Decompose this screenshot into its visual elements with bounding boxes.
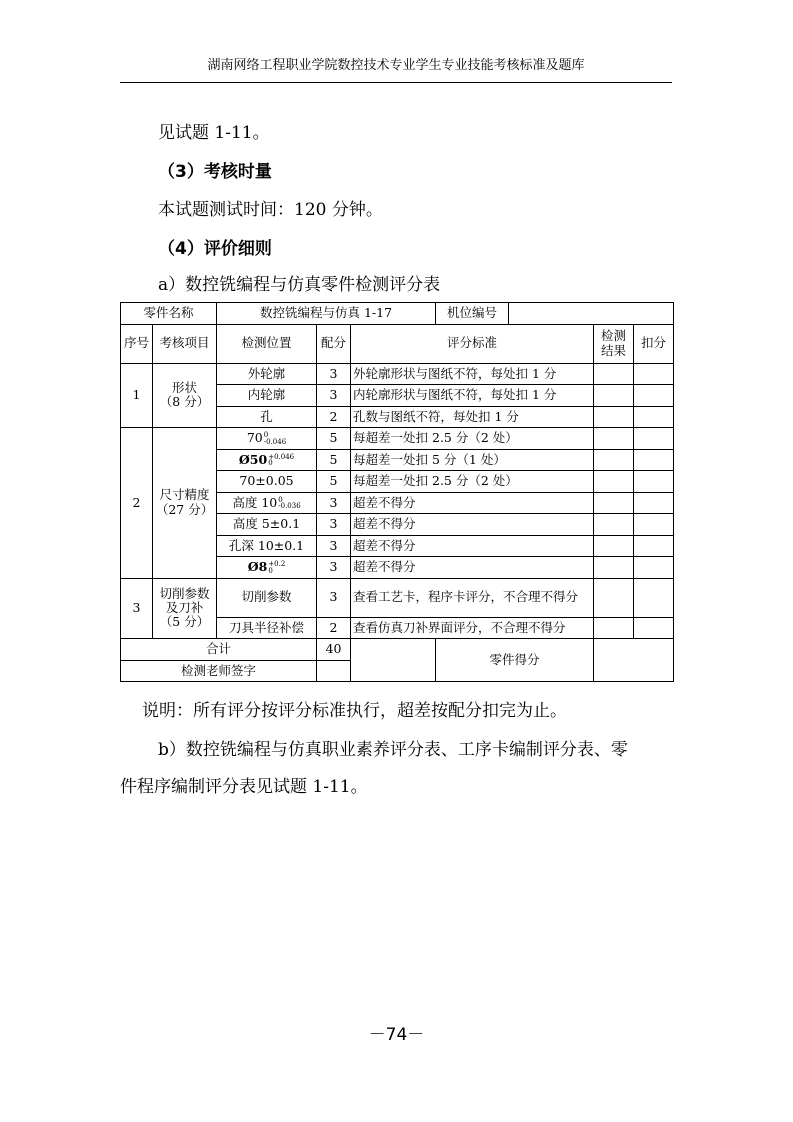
- tolerance-upper: 0: [263, 431, 269, 440]
- group-item-line2: （27 分）: [155, 501, 214, 517]
- group-item-line2: 及刀补: [165, 600, 204, 616]
- row-deduct: [634, 363, 674, 385]
- row-deduct: [634, 428, 674, 450]
- row-position: 70±0.05: [217, 471, 317, 493]
- section-heading-criteria: （4）评价细则: [158, 239, 272, 259]
- header-result-line1: 检测: [601, 328, 627, 344]
- tolerance-lower: 0: [268, 459, 273, 468]
- tolerance-upper: +0.046: [268, 452, 295, 461]
- row-points: 3: [317, 578, 351, 617]
- row-criteria: 超差不得分: [351, 557, 594, 579]
- position-nominal: Ø8: [247, 559, 268, 575]
- tolerance: [268, 454, 294, 467]
- row-criteria: 内轮廓形状与图纸不符，每处扣 1 分: [351, 385, 594, 407]
- row-result: [594, 428, 634, 450]
- page-number: －74－: [368, 1025, 425, 1045]
- table-caption: a）数控铣编程与仿真零件检测评分表: [158, 275, 441, 295]
- row-points: 3: [317, 514, 351, 536]
- row-position: [217, 449, 317, 471]
- header-result: [594, 324, 634, 363]
- row-position: 切削参数: [217, 578, 317, 617]
- total-label: 合计: [121, 639, 317, 661]
- total-blank: [351, 639, 436, 682]
- group-item-line2: （8 分）: [159, 394, 210, 410]
- tolerance-lower: -0.046: [263, 437, 287, 446]
- row-criteria: 超差不得分: [351, 514, 594, 536]
- row-criteria: 外轮廓形状与图纸不符，每处扣 1 分: [351, 363, 594, 385]
- teacher-sign-label: 检测老师签字: [121, 660, 317, 682]
- teacher-sign-value: [317, 660, 351, 682]
- row-points: 2: [317, 617, 351, 639]
- row-result: [594, 449, 634, 471]
- machine-no-value: [509, 303, 674, 325]
- header-points: 配分: [317, 324, 351, 363]
- group-item-line1: 形状: [172, 379, 198, 395]
- section-heading-duration: （3）考核时量: [158, 162, 272, 182]
- page-header: 湖南网络工程职业学院数控技术专业学生专业技能考核标准及题库: [207, 58, 585, 73]
- header-seq: 序号: [121, 324, 153, 363]
- row-points: 5: [317, 471, 351, 493]
- row-criteria: 孔数与图纸不符，每处扣 1 分: [351, 406, 594, 428]
- group-item: [153, 363, 217, 428]
- table-row-total: [121, 639, 674, 661]
- tolerance-upper: +0.2: [268, 560, 286, 569]
- row-result: [594, 471, 634, 493]
- row-criteria: 每超差一处扣 2.5 分（2 处）: [351, 428, 594, 450]
- paragraph-ref: 见试题 1-11。: [158, 123, 270, 143]
- tolerance: [278, 497, 300, 510]
- row-points: 3: [317, 535, 351, 557]
- group-item: [153, 428, 217, 579]
- part-score-label: 零件得分: [436, 639, 594, 682]
- row-points: 3: [317, 363, 351, 385]
- group-seq: 3: [121, 578, 153, 639]
- row-points: 2: [317, 406, 351, 428]
- header-item: 考核项目: [153, 324, 217, 363]
- tolerance-upper: 0: [278, 495, 283, 504]
- group-seq: 1: [121, 363, 153, 428]
- row-points: 3: [317, 385, 351, 407]
- row-result: [594, 363, 634, 385]
- part-name-label: 零件名称: [121, 303, 217, 325]
- row-result: [594, 557, 634, 579]
- tolerance-lower: 0: [268, 566, 273, 575]
- table-row: [121, 578, 674, 617]
- row-position: 内轮廓: [217, 385, 317, 407]
- row-result: [594, 514, 634, 536]
- position-nominal: 高度 10: [232, 494, 278, 510]
- row-position: 高度 5±0.1: [217, 514, 317, 536]
- row-position: [217, 428, 317, 450]
- tolerance-lower: -0.036: [278, 502, 301, 511]
- row-points: 3: [317, 557, 351, 579]
- group-item-line1: 切削参数: [159, 585, 210, 601]
- row-position: 孔深 10±0.1: [217, 535, 317, 557]
- row-criteria: 查看仿真刀补界面评分，不合理不得分: [351, 617, 594, 639]
- row-deduct: [634, 617, 674, 639]
- tolerance: [268, 561, 285, 574]
- row-position: 孔: [217, 406, 317, 428]
- table-header-row: [121, 324, 674, 363]
- position-nominal: Ø50: [238, 451, 268, 467]
- group-item: [153, 578, 217, 639]
- header-divider: [120, 82, 672, 83]
- row-deduct: [634, 578, 674, 617]
- note-paragraph: 说明：所有评分按评分标准执行，超差按配分扣完为止。: [142, 701, 567, 721]
- row-result: [594, 535, 634, 557]
- row-criteria: 超差不得分: [351, 492, 594, 514]
- row-position: 外轮廓: [217, 363, 317, 385]
- row-result: [594, 492, 634, 514]
- row-deduct: [634, 471, 674, 493]
- row-position: [217, 492, 317, 514]
- table-row: [121, 363, 674, 385]
- table-row: [121, 428, 674, 450]
- row-position: 刀具半径补偿: [217, 617, 317, 639]
- row-result: [594, 578, 634, 617]
- row-points: 5: [317, 449, 351, 471]
- part-score-value: [594, 639, 674, 682]
- row-criteria: 每超差一处扣 5 分（1 处）: [351, 449, 594, 471]
- position-nominal: 70: [246, 430, 263, 446]
- row-deduct: [634, 385, 674, 407]
- row-deduct: [634, 406, 674, 428]
- group-item-line1: 尺寸精度: [159, 487, 210, 503]
- row-deduct: [634, 449, 674, 471]
- row-deduct: [634, 514, 674, 536]
- group-item-line3: （5 分）: [159, 614, 210, 630]
- row-points: 3: [317, 492, 351, 514]
- machine-no-label: 机位编号: [436, 303, 509, 325]
- row-position: [217, 557, 317, 579]
- row-points: 5: [317, 428, 351, 450]
- row-result: [594, 385, 634, 407]
- group-seq: 2: [121, 428, 153, 579]
- table-row: [121, 303, 674, 325]
- row-deduct: [634, 535, 674, 557]
- paragraph-b-line1: b）数控铣编程与仿真职业素养评分表、工序卡编制评分表、零: [158, 740, 628, 760]
- row-criteria: 超差不得分: [351, 535, 594, 557]
- tolerance: [264, 432, 286, 445]
- row-deduct: [634, 557, 674, 579]
- paragraph-b-line2: 件程序编制评分表见试题 1-11。: [120, 777, 368, 797]
- header-position: 检测位置: [217, 324, 317, 363]
- row-result: [594, 617, 634, 639]
- row-criteria: 每超差一处扣 2.5 分（2 处）: [351, 471, 594, 493]
- header-result-line2: 结果: [601, 342, 627, 358]
- row-deduct: [634, 492, 674, 514]
- total-value: 40: [317, 639, 351, 661]
- header-criteria: 评分标准: [351, 324, 594, 363]
- row-result: [594, 406, 634, 428]
- row-criteria: 查看工艺卡，程序卡评分，不合理不得分: [351, 578, 594, 617]
- part-name-value: 数控铣编程与仿真 1-17: [217, 303, 436, 325]
- score-table: [120, 302, 674, 682]
- header-deduct: 扣分: [634, 324, 674, 363]
- paragraph-duration: 本试题测试时间：120 分钟。: [158, 200, 383, 220]
